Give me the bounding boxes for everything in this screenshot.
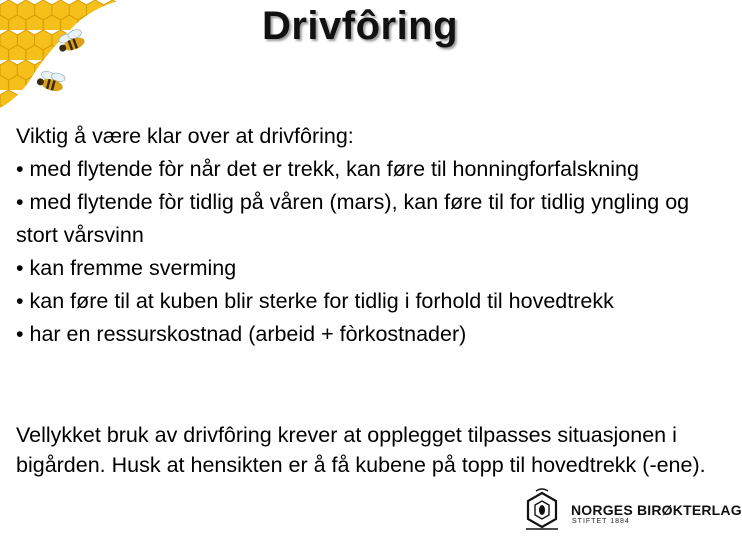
bee-icon bbox=[36, 68, 66, 93]
logo-name: NORGES BIRØKTERLAG bbox=[571, 502, 742, 518]
closing-paragraph: Vellykket bruk av drivfôring krever at opplegget tilpasses situasjonen i bigården. Husk at hensikten er å få kubene på topp til hovedtrekk (-ene). bbox=[16, 423, 706, 477]
bullet-item: • kan føre til at kuben blir sterke for tidlig i forhold til hovedtrekk bbox=[16, 289, 614, 313]
organization-logo bbox=[516, 487, 742, 537]
bullet-item: • med flytende fòr tidlig på våren (mars), kan føre til for tidlig yngling og stort vårsvinn bbox=[16, 190, 690, 247]
page-title: Drivfôring bbox=[261, 4, 459, 48]
bullet-item: • har en ressurskostnad (arbeid + fòrkostnader) bbox=[16, 322, 467, 346]
bullet-item: • med flytende fòr når det er trekk, kan føre til honningforfalskning bbox=[16, 157, 639, 181]
bullet-item: • kan fremme sverming bbox=[16, 256, 237, 280]
logo-subtitle: STIFTET 1884 bbox=[572, 518, 630, 525]
intro-line: Viktig å være klar over at drivfôring: bbox=[16, 124, 354, 148]
main-content bbox=[16, 120, 706, 351]
logo-emblem-icon bbox=[516, 487, 568, 537]
